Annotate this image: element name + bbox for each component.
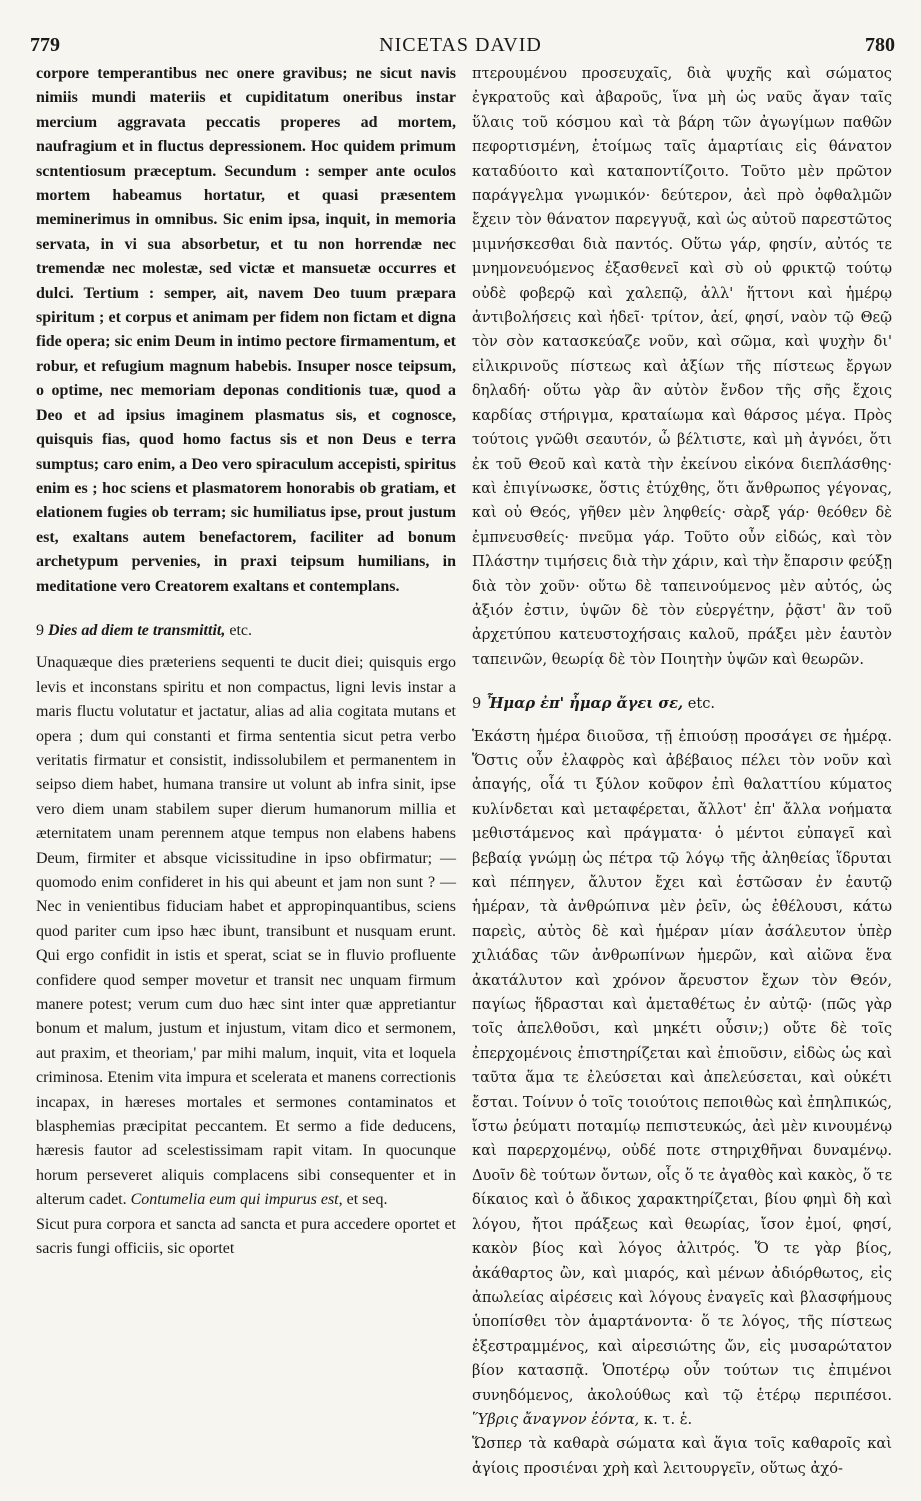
latin-section-heading: [36, 619, 456, 643]
greek-paragraph-2: [472, 725, 892, 1433]
running-title: NICETAS DAVID: [379, 34, 542, 56]
greek-paragraph-1: πτερουμένου προσευχαῖς, διὰ ψυχῆς καὶ σώματος ἐγκρατοῦς καὶ ἀβαροῦς, ἵνα μὴ ὡς ναῦς ἄγαν ταῖς ὕλαις τοῦ κόσμου καὶ τὰ βάρη τῶν ἀγωγίμων παθῶν πεφορτισμένη, ἑτοίμως ταῖς ἁμαρτίαις εἰς θάνατον καταδύοιτο καὶ καταποντίζοιτο. Τοῦτο μὲν πρῶτον παράγγελμα γνωμικόν· δεύτερον, ἀεὶ πρὸ ὀφθαλμῶν ἔχειν τὸν θάνατον παρεγγυᾷ, καὶ ὡς αὐτοῦ παρεστῶτος μιμνήσκεσθαι διὰ παντός. Οὕτω γάρ, φησίν, αὐτός τε μνημονευόμενος ἐξασθενεῖ καὶ σὺ οὐ φρικτῷ τούτῳ οὐδὲ φοβερῷ καὶ χαλεπῷ, ἀλλ' ἥττονι καὶ ἡμέρῳ ἀντιβολήσεις καὶ ἡδεῖ· τρίτον, ἀεί, φησί, ναὸν τῷ Θεῷ τὸν σὸν κατασκεύαζε νοῦν, καὶ σῶμα, καὶ ψυχὴν δι' εἰλικρινοῦς πίστεως καὶ ἀξίων τῆς πίστεως ἔργων δηλαδή· οὕτω γὰρ ἂν αὐτὸν ἔνδον τῆς σῆς ἔχοις καρδίας στήριγμα, κραταίωμα καὶ θάρσος μέγα. Πρὸς τούτοις γνῶθι σεαυτόν, ὦ βέλτιστε, καὶ μὴ ἀγνόει, ὅτι ἐκ τοῦ Θεοῦ καὶ κατὰ τὴν ἐκείνου εἰκόνα διεπλάσθης· καὶ ἐπιγίνωσκε, ὅστις ἐτύχθης, ὅτι ἄνθρωπος γέγονας, καὶ οὐ Θεός, γῆθεν μὲν ληφθείς· σὰρξ γάρ· θεόθεν δὲ ἐμπνευσθείς· πνεῦμα γάρ. Τοῦτο οὖν εἰδώς, καὶ τὸν Πλάστην τιμήσεις διὰ τὴν χάριν, καὶ τὴν ἔπαρσιν φεύξῃ διὰ τὸν χοῦν· οὕτω δὲ ταπεινούμενος μὲν αὐτός, ὡς ἀξιόν ἐστιν, ὑψῶν δὲ τὸν εὐεργέτην, ῥᾷστ' ἂν τοῦ ἀρχετύπου κατευστοχήσαις καλοῦ, πράξει μὲν ἑαυτὸν ταπεινῶν, θεωρίᾳ δὲ τὸν Ποιητὴν ὑψῶν καὶ θεωρῶν.: [472, 65, 892, 668]
greek-section-number: 9: [472, 695, 482, 713]
greek-section-etc: etc.: [687, 695, 716, 713]
greek-lemma-2-etc: κ. τ. ἑ.: [643, 1410, 693, 1428]
latin-lemma-2-etc: et seq.: [346, 1191, 388, 1209]
page-number-right: 780: [865, 34, 895, 56]
latin-paragraph-1: corpore temperantibus nec onere gravibus; ne sicut navis nimiis mundi materiis et cupiditatum oneribus instar mercium aggravata peccatis properes ad mortem, naufragium et in fluctus depressionem. Hoc quidem primum scntentiosum præceptum. Secundum : semper ante oculos mortem habeamus hortatur, et quasi præsentem meminerimus in omnibus. Sic enim ipsa, inquit, in memoria servata, in vi sua absorbetur, et tu non horrendæ nec tremendæ nec molestæ, sed victæ et mansuetæ occurres et dulci. Tertium : semper, ait, navem Deo tuum præpara spiritum ; et corpus et animam per fidem non fictam et digna fide opera; sic enim Deum in intimo pectore firmamentum, et robur, et refugium magnum habebis. Insuper nosce teipsum, o optime, nec memoriam deponas conditionis tuæ, quod a Deo et ad ipsius imaginem plasmatus sis, et cognosce, quisquis fias, quod homo factus sis et non Deus e terra sumptus; caro enim, a Deo vero spiraculum accepisti, spiritus enim es ; hoc sciens et plasmatorem honorabis ob gratiam, et elationem fugies ob terram; sic humiliatus ipse, prout justum est, exaltans autem benefactorem, faciliter ad bonum archetypum pervenies, in praxi teipsum humilians, in meditatione vero Creatorem exaltans et contemplans.: [36, 65, 456, 595]
greek-lemma-2: Ὕβρις ἄναγνον ἐόντα,: [472, 1410, 640, 1428]
latin-lemma-2: Contumelia eum qui impurus est,: [130, 1191, 343, 1209]
page-header: [0, 30, 921, 60]
page-number-left: 779: [30, 34, 60, 56]
latin-paragraph-2: [36, 651, 456, 1212]
latin-section-number: 9: [36, 621, 44, 639]
latin-column: [36, 62, 456, 1262]
greek-column: [472, 62, 892, 1481]
latin-section-lemma: Dies ad diem te transmittit,: [48, 621, 226, 639]
greek-section-heading: [472, 692, 892, 716]
greek-paragraph-2-body: Ἑκάστη ἡμέρα διιοῦσα, τῇ ἐπιούσῃ προσάγει σε ἡμέρᾳ. Ὅστις οὖν ἐλαφρὸς καὶ ἀβέβαιος πέλει τὸν νοῦν καὶ ἀπαγής, οἷά τι ξύλον κοῦφον ἐπὶ θαλαττίου κύματος κυλίνδεται καὶ μεταφέρεται, ἄλλοτ' ἐπ' ἄλλα νοήματα μεθιστάμενος καὶ πράγματα· ὁ μέντοι εὐπαγεῖ καὶ βεβαίᾳ γνώμῃ ὡς πέτρα τῷ λόγῳ τῆς ἀληθείας ἵδρυται καὶ πέπηγεν, ἄλυτον ἔχει καὶ ἑστῶσαν ἐν ἑαυτῷ ἡμέραν, τὰ ἀνθρώπινα μὲν ῥεῖν, ὡς ἐθέλουσι, κάτω παρεὶς, αὐτὸς δὲ καὶ ἡμέραν μίαν ἀσάλευτον ὑπὲρ χιλιάδας τῶν ἀνθρωπίνων ἡμερῶν, καὶ αἰῶνα ἕνα ἀκατάλυτον καὶ χρόνον ἄρευστον ἔχων τὸν Θεόν, παγίως ἥδρασται καὶ ἀμεταθέτως ἐν αὐτῷ· (πῶς γὰρ τοῖς ἀπελθοῦσι, καὶ μηκέτι οὖσιν;) οὔτε δὲ τοῖς ἐπερχομένοις ἐπιστηρίζεται καὶ ἐπιοῦσιν, εἰδὼς ὡς καὶ ταῦτα ἅμα τε ἐλεύσεται καὶ ἀπελεύσεται, καὶ οὐκέτι ἔσται. Τοίνυν ὁ τοῖς τοιούτοις πεποιθὼς καὶ ἐπηλπικώς, ἴστω ῥεύματι ποταμίῳ πεπιστευκώς, ἀεὶ μὲν κινουμένῳ καὶ παρερχομένῳ, οὐδέ ποτε στηριχθῆναι δυναμένῳ. Δυοῖν δὲ τούτων ὄντων, οἷς ὅ τε ἀγαθὸς καὶ κακὸς, ὅ τε δίκαιος καὶ ὁ ἄδικος χαρακτηρίζεται, βίου φημὶ δὴ καὶ λόγου, ἤτοι πράξεως καὶ θεωρίας, ἴσον ἐμοί, φησί, κακὸν βίος καὶ λόγος ἀλιτρός. Ὅ τε γὰρ βίος, ἀκάθαρτος ὢν, καὶ μιαρός, καὶ μένων ἀδιόρθωτος, εἰς ἀπωλείας αἱρέσεις καὶ λόγους ἐναγεῖς καὶ βλασφήμους ὑποπίσθει τὸν ἁμαρτάνοντα· ὅ τε λόγος, τῆς πίστεως ἐξεστραμμένος, καὶ αἱρεσιώτης ὤν, εἰς μυσαρώτατον βίον κατασπᾷ. Ὁποτέρῳ οὖν τούτων τις ἐπιμένοι συνηδόμενος, ἀκολούθως καὶ τῷ ἑτέρῳ περιπέσοι.: [472, 727, 892, 1404]
greek-section-lemma: Ἦμαρ ἐπ' ἦμαρ ἄγει σε,: [485, 695, 684, 713]
greek-paragraph-3: Ὥσπερ τὰ καθαρὰ σώματα καὶ ἅγια τοῖς καθαροῖς καὶ ἁγίοις προσιέναι χρὴ καὶ λειτουργεῖν, οὕτως ἀχό-: [472, 1435, 892, 1477]
latin-section-etc: etc.: [229, 621, 252, 639]
latin-paragraph-2-body: Unaquæque dies præteriens sequenti te ducit diei; quisquis ergo levis et inconstans spiritu et non compactus, ligni levis instar a maris fluctu volutatur et jactatur, alias ad alia cogitata mutans et opera ; dum qui constanti et firma sententia sicut petra verbo veritatis firmatur et consistit, indissolubilem et permanentem in seipso diem habet, humana transire ut volunt ab infra sinit, ipse vero diem unam stabilem super dierum humanorum millia et æternitatem unam perennem atque tempus non elabens habens Deum, firmiter et absque vicissitudine in ipso obfirmatur; — quomodo enim confideret in his qui abeunt et jam non sunt ? — Nec in venientibus fiduciam habet et appropinquantibus, sciens quod pariter cum ipso hæc ibunt, transibunt et nusquam erunt. Qui ergo confidit in istis et sperat, sciat se in fluvio profluente confidere quod semper movetur et transit nec unquam firmum manere potest; verum cum duo hæc sint inter quæ appretiantur bonum et malum, justum et injustum, vitam dico et sermonem, aut praxim, et theoriam,' par mihi malum, inquit, vita et loquela criminosa. Etenim vita impura et scelerata et manens correctionis incapax, in hæreses mortales et sermones contaminatos et blasphemias præcipitat peccantem. Et sermo a fide deducens, hæresis fautor ad scelestissimam rapit vitam. In quocunque horum perseveret aliquis complacens sibi consequenter et in alterum cadet.: [36, 654, 456, 1209]
latin-paragraph-3: Sicut pura corpora et sancta ad sancta et pura accedere oportet et sacris fungi officiis, sic oportet: [36, 1215, 456, 1258]
